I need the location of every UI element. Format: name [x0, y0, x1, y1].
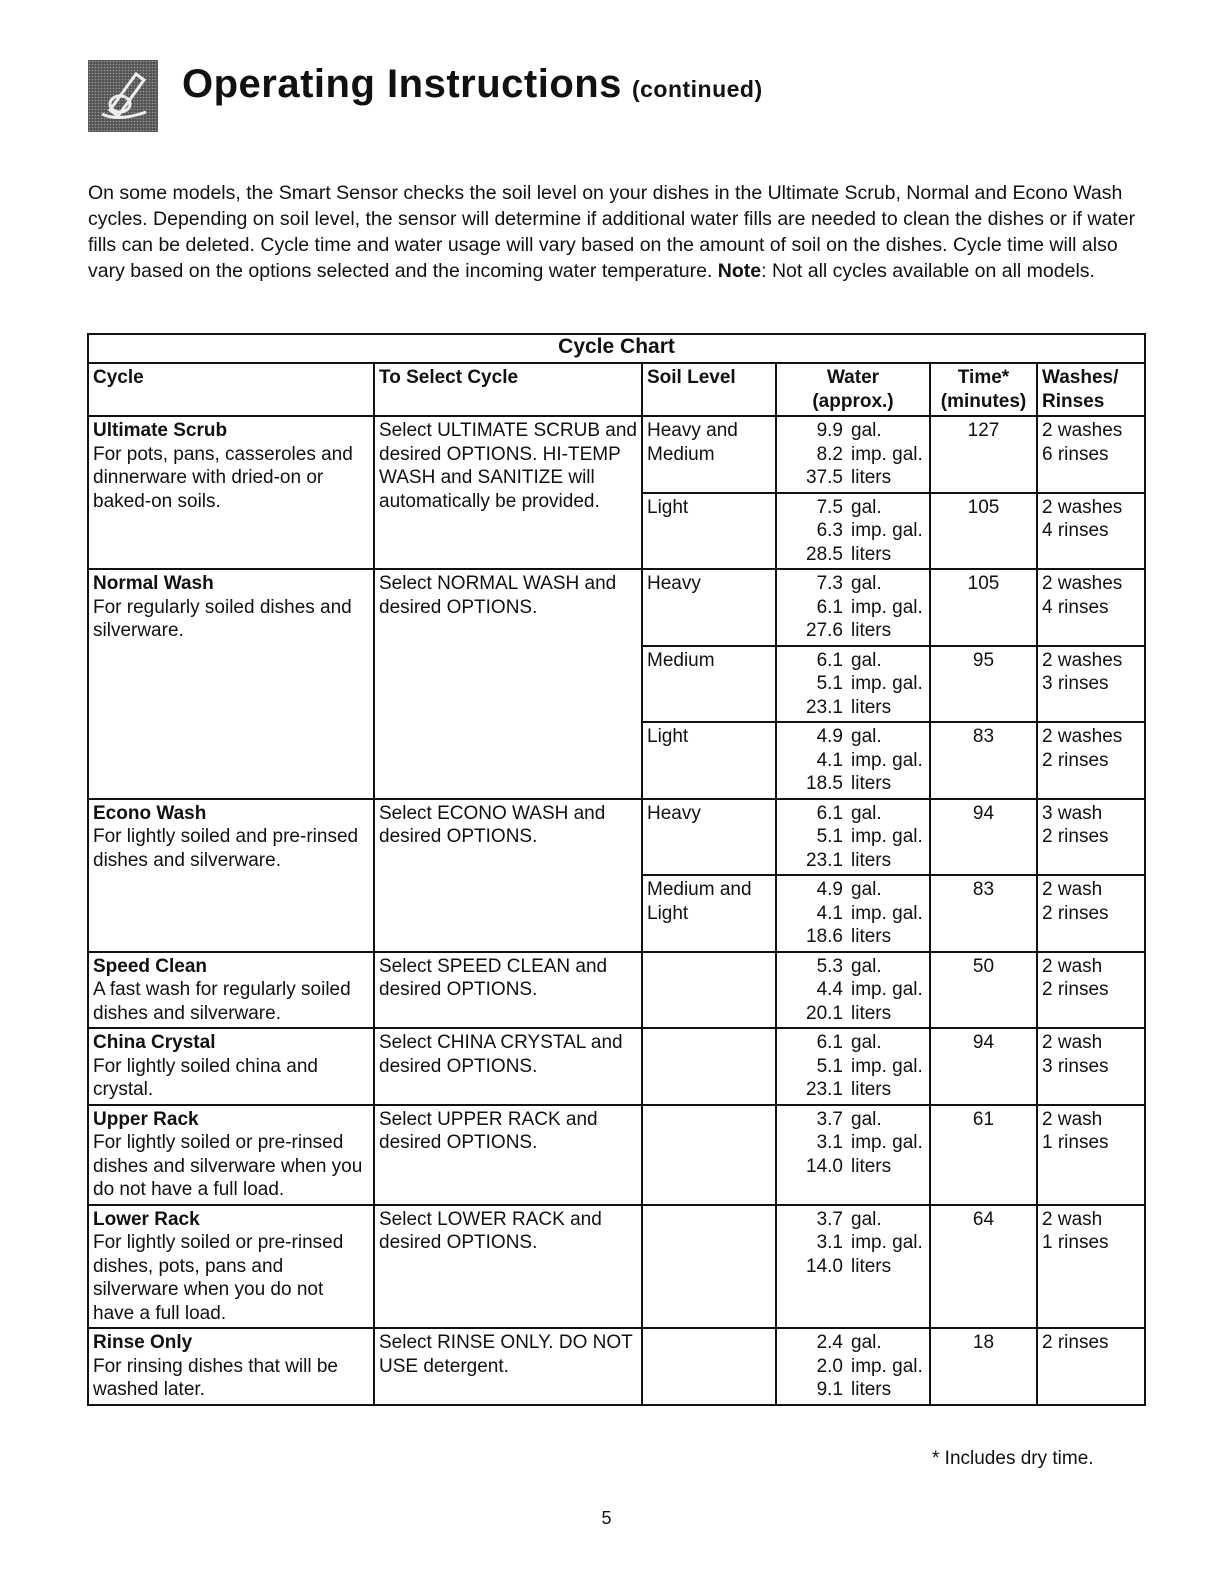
select-instructions: Select ULTIMATE SCRUB and desired OPTIONS. HI-TEMP WASH and SANITIZE will automatically be provided.	[374, 416, 642, 569]
intro-text: On some models, the Smart Sensor checks the soil level on your dishes in the Ultimate Scrub, Normal and Econo Wash cycles. Depending on soil level, the sensor will determine if additional water fills are needed to clean the dishes or if water fills can be deleted. Cycle time and water usage will vary based on the amount of soil on the dishes. Cycle time will also vary based on the options selected and the incoming water temperature.	[88, 182, 1136, 282]
water-gal: 9.9	[816, 420, 843, 441]
intro-paragraph	[88, 180, 1158, 284]
water-usage	[776, 646, 930, 723]
table-row	[88, 1328, 1145, 1405]
unit-liters: liters	[851, 1255, 892, 1277]
soil-level: Light	[642, 493, 776, 570]
table-row	[88, 569, 1145, 646]
water-usage	[776, 416, 930, 493]
water-imp-gal: 3.1	[816, 1232, 843, 1253]
unit-imp-gal: imp. gal.	[851, 749, 923, 771]
washes: 2 washes	[1042, 726, 1123, 747]
unit-gal: gal.	[851, 879, 882, 900]
washes: 2 wash	[1042, 1032, 1103, 1053]
water-usage	[776, 569, 930, 646]
title-continued: (continued)	[631, 76, 763, 102]
select-instructions: Select NORMAL WASH and desired OPTIONS.	[374, 569, 642, 799]
cycle-description: For lightly soiled china and crystal.	[93, 1055, 318, 1100]
cycle-name: Speed Clean	[93, 955, 208, 977]
washes-rinses	[1037, 1105, 1145, 1205]
header-time: Time* (minutes)	[930, 363, 1037, 416]
water-usage	[776, 1205, 930, 1329]
washes-rinses	[1037, 952, 1145, 1029]
unit-gal: gal.	[851, 802, 882, 824]
water-gal: 7.5	[816, 496, 843, 518]
water-liters: 28.5	[806, 543, 843, 565]
cycle-name: Upper Rack	[93, 1108, 199, 1130]
water-usage	[776, 875, 930, 952]
soil-level: Medium	[642, 646, 776, 723]
water-gal: 6.1	[816, 649, 843, 671]
unit-liters: liters	[851, 773, 892, 794]
unit-imp-gal: imp. gal.	[851, 1132, 923, 1153]
unit-liters: liters	[851, 1155, 892, 1177]
rinses: 2 rinses	[1042, 902, 1109, 924]
washes: 3 wash	[1042, 802, 1103, 824]
washes-rinses	[1037, 569, 1145, 646]
unit-liters: liters	[851, 620, 892, 641]
unit-liters: liters	[851, 1002, 892, 1024]
cycle-time: 94	[930, 799, 1037, 876]
header-select: To Select Cycle	[374, 363, 642, 416]
cycle-name: Econo Wash	[93, 802, 207, 824]
cycle-description: A fast wash for regularly soiled dishes and silverware.	[93, 979, 351, 1024]
water-usage	[776, 1028, 930, 1105]
unit-liters: liters	[851, 1379, 892, 1400]
page-header	[88, 58, 1188, 154]
soil-level: Heavy and Medium	[642, 416, 776, 493]
cycle-description: For rinsing dishes that will be washed later.	[93, 1355, 338, 1400]
cycle-time: 105	[930, 493, 1037, 570]
water-gal: 3.7	[816, 1208, 843, 1230]
water-usage	[776, 493, 930, 570]
unit-imp-gal: imp. gal.	[851, 1055, 923, 1077]
water-imp-gal: 6.3	[816, 520, 843, 541]
unit-imp-gal: imp. gal.	[851, 826, 923, 847]
unit-gal: gal.	[851, 955, 882, 977]
water-imp-gal: 8.2	[816, 443, 843, 465]
cycle-time: 83	[930, 875, 1037, 952]
cycle-time: 61	[930, 1105, 1037, 1205]
cycle-cell	[88, 416, 374, 569]
water-imp-gal: 4.1	[816, 749, 843, 771]
soil-level: Medium and Light	[642, 875, 776, 952]
header-row	[88, 363, 1145, 416]
note-text: : Not all cycles available on all models.	[761, 260, 1095, 282]
water-imp-gal: 2.0	[816, 1355, 843, 1377]
rinses: 4 rinses	[1042, 596, 1109, 618]
water-liters: 27.6	[806, 620, 843, 641]
unit-liters: liters	[851, 849, 892, 871]
cycle-cell	[88, 569, 374, 799]
unit-gal: gal.	[851, 1208, 882, 1230]
cycle-time: 127	[930, 416, 1037, 493]
rinses: 6 rinses	[1042, 443, 1109, 465]
note-label: Note	[717, 260, 762, 282]
washes-rinses	[1037, 646, 1145, 723]
rinses: 1 rinses	[1042, 1232, 1109, 1253]
soil-level	[642, 1205, 776, 1329]
water-gal: 2.4	[816, 1332, 843, 1353]
soil-level	[642, 952, 776, 1029]
unit-gal: gal.	[851, 1332, 882, 1353]
water-imp-gal: 6.1	[816, 596, 843, 618]
water-imp-gal: 4.1	[816, 902, 843, 924]
rinses: 3 rinses	[1042, 1055, 1109, 1077]
unit-imp-gal: imp. gal.	[851, 520, 923, 541]
header-water: Water (approx.)	[776, 363, 930, 416]
table-row	[88, 1205, 1145, 1329]
cycle-description: For lightly soiled or pre-rinsed dishes, pots, pans and silverware when you do not have a full load.	[93, 1232, 344, 1324]
water-liters: 18.6	[806, 926, 843, 947]
water-imp-gal: 4.4	[816, 979, 843, 1000]
select-instructions: Select RINSE ONLY. DO NOT USE detergent.	[374, 1328, 642, 1405]
rinses: 2 rinses	[1042, 826, 1109, 847]
cycle-cell	[88, 799, 374, 952]
table-row	[88, 952, 1145, 1029]
cycle-time: 83	[930, 722, 1037, 799]
unit-imp-gal: imp. gal.	[851, 673, 923, 694]
cycle-time: 95	[930, 646, 1037, 723]
water-imp-gal: 3.1	[816, 1132, 843, 1153]
unit-liters: liters	[851, 696, 892, 718]
washes: 2 washes	[1042, 573, 1123, 594]
table-row	[88, 799, 1145, 876]
soil-level	[642, 1105, 776, 1205]
water-liters: 23.1	[806, 696, 843, 718]
water-gal: 4.9	[816, 726, 843, 747]
unit-imp-gal: imp. gal.	[851, 902, 923, 924]
water-gal: 7.3	[816, 573, 843, 594]
rinses: 4 rinses	[1042, 520, 1109, 541]
select-instructions: Select CHINA CRYSTAL and desired OPTIONS.	[374, 1028, 642, 1105]
water-usage	[776, 722, 930, 799]
unit-gal: gal.	[851, 1108, 882, 1130]
washes: 2 wash	[1042, 955, 1103, 977]
cycle-description: For lightly soiled or pre-rinsed dishes and silverware when you do not have a full load.	[93, 1132, 363, 1200]
cycle-time: 18	[930, 1328, 1037, 1405]
water-imp-gal: 5.1	[816, 1055, 843, 1077]
footnote: * Includes dry time.	[932, 1448, 1094, 1469]
dishwasher-icon	[88, 60, 160, 134]
water-liters: 37.5	[806, 467, 843, 488]
unit-gal: gal.	[851, 496, 882, 518]
water-gal: 6.1	[816, 1032, 843, 1053]
cycle-time: 105	[930, 569, 1037, 646]
soil-level: Heavy	[642, 799, 776, 876]
select-instructions: Select UPPER RACK and desired OPTIONS.	[374, 1105, 642, 1205]
rinses: 1 rinses	[1042, 1132, 1109, 1153]
washes-rinses	[1037, 875, 1145, 952]
washes-rinses	[1037, 1205, 1145, 1329]
unit-gal: gal.	[851, 649, 882, 671]
table-row	[88, 1105, 1145, 1205]
washes-rinses	[1037, 1328, 1145, 1405]
table-row	[88, 1028, 1145, 1105]
water-usage	[776, 1328, 930, 1405]
cycle-name: Ultimate Scrub	[93, 420, 228, 441]
rinses: 2 rinses	[1042, 749, 1109, 771]
cycle-name: Rinse Only	[93, 1332, 193, 1353]
unit-imp-gal: imp. gal.	[851, 1232, 923, 1253]
washes: 2 wash	[1042, 1108, 1103, 1130]
washes: 2 rinses	[1042, 1332, 1109, 1353]
unit-imp-gal: imp. gal.	[851, 1355, 923, 1377]
cycle-description: For lightly soiled and pre-rinsed dishes and silverware.	[93, 826, 359, 871]
soil-level	[642, 1028, 776, 1105]
cycle-description: For regularly soiled dishes and silverware.	[93, 596, 352, 641]
cycle-time: 64	[930, 1205, 1037, 1329]
cycle-name: Normal Wash	[93, 573, 214, 594]
washes: 2 washes	[1042, 496, 1123, 518]
cycle-cell	[88, 1328, 374, 1405]
washes: 2 washes	[1042, 420, 1123, 441]
select-instructions: Select ECONO WASH and desired OPTIONS.	[374, 799, 642, 952]
header-cycle: Cycle	[88, 363, 374, 416]
water-gal: 4.9	[816, 879, 843, 900]
unit-liters: liters	[851, 926, 892, 947]
unit-gal: gal.	[851, 726, 882, 747]
washes-rinses	[1037, 493, 1145, 570]
water-liters: 14.0	[806, 1255, 843, 1277]
unit-gal: gal.	[851, 573, 882, 594]
unit-liters: liters	[851, 1079, 892, 1100]
cycle-cell	[88, 1028, 374, 1105]
cycle-description: For pots, pans, casseroles and dinnerware with dried-on or baked-on soils.	[93, 443, 353, 512]
water-liters: 23.1	[806, 849, 843, 871]
water-liters: 14.0	[806, 1155, 843, 1177]
unit-gal: gal.	[851, 420, 882, 441]
chart-title: Cycle Chart	[88, 334, 1145, 363]
unit-imp-gal: imp. gal.	[851, 596, 923, 618]
rinses: 2 rinses	[1042, 979, 1109, 1000]
header-washes: Washes/ Rinses	[1037, 363, 1145, 416]
washes-rinses	[1037, 1028, 1145, 1105]
select-instructions: Select SPEED CLEAN and desired OPTIONS.	[374, 952, 642, 1029]
water-gal: 3.7	[816, 1108, 843, 1130]
washes: 2 washes	[1042, 649, 1123, 671]
cycle-chart-table	[87, 333, 1146, 1406]
water-liters: 20.1	[806, 1002, 843, 1024]
cycle-time: 50	[930, 952, 1037, 1029]
washes-rinses	[1037, 416, 1145, 493]
cycle-name: China Crystal	[93, 1032, 216, 1053]
chart-body	[88, 416, 1145, 1405]
table-row	[88, 416, 1145, 493]
soil-level	[642, 1328, 776, 1405]
water-imp-gal: 5.1	[816, 826, 843, 847]
cycle-name: Lower Rack	[93, 1208, 200, 1230]
header-soil: Soil Level	[642, 363, 776, 416]
select-instructions: Select LOWER RACK and desired OPTIONS.	[374, 1205, 642, 1329]
page-title	[182, 62, 763, 107]
unit-gal: gal.	[851, 1032, 882, 1053]
soil-level: Heavy	[642, 569, 776, 646]
unit-liters: liters	[851, 467, 892, 488]
cycle-cell	[88, 952, 374, 1029]
water-usage	[776, 799, 930, 876]
water-gal: 5.3	[816, 955, 843, 977]
unit-liters: liters	[851, 543, 892, 565]
water-gal: 6.1	[816, 802, 843, 824]
cycle-cell	[88, 1105, 374, 1205]
washes: 2 wash	[1042, 879, 1103, 900]
cycle-time: 94	[930, 1028, 1037, 1105]
water-liters: 18.5	[806, 773, 843, 794]
water-usage	[776, 1105, 930, 1205]
page-number: 5	[601, 1508, 612, 1528]
water-usage	[776, 952, 930, 1029]
title-main: Operating Instructions	[182, 62, 622, 106]
unit-imp-gal: imp. gal.	[851, 979, 923, 1000]
washes: 2 wash	[1042, 1208, 1103, 1230]
cycle-cell	[88, 1205, 374, 1329]
unit-imp-gal: imp. gal.	[851, 443, 923, 465]
rinses: 3 rinses	[1042, 673, 1109, 694]
water-liters: 23.1	[806, 1079, 843, 1100]
water-imp-gal: 5.1	[816, 673, 843, 694]
washes-rinses	[1037, 722, 1145, 799]
washes-rinses	[1037, 799, 1145, 876]
soil-level: Light	[642, 722, 776, 799]
water-liters: 9.1	[816, 1379, 843, 1400]
